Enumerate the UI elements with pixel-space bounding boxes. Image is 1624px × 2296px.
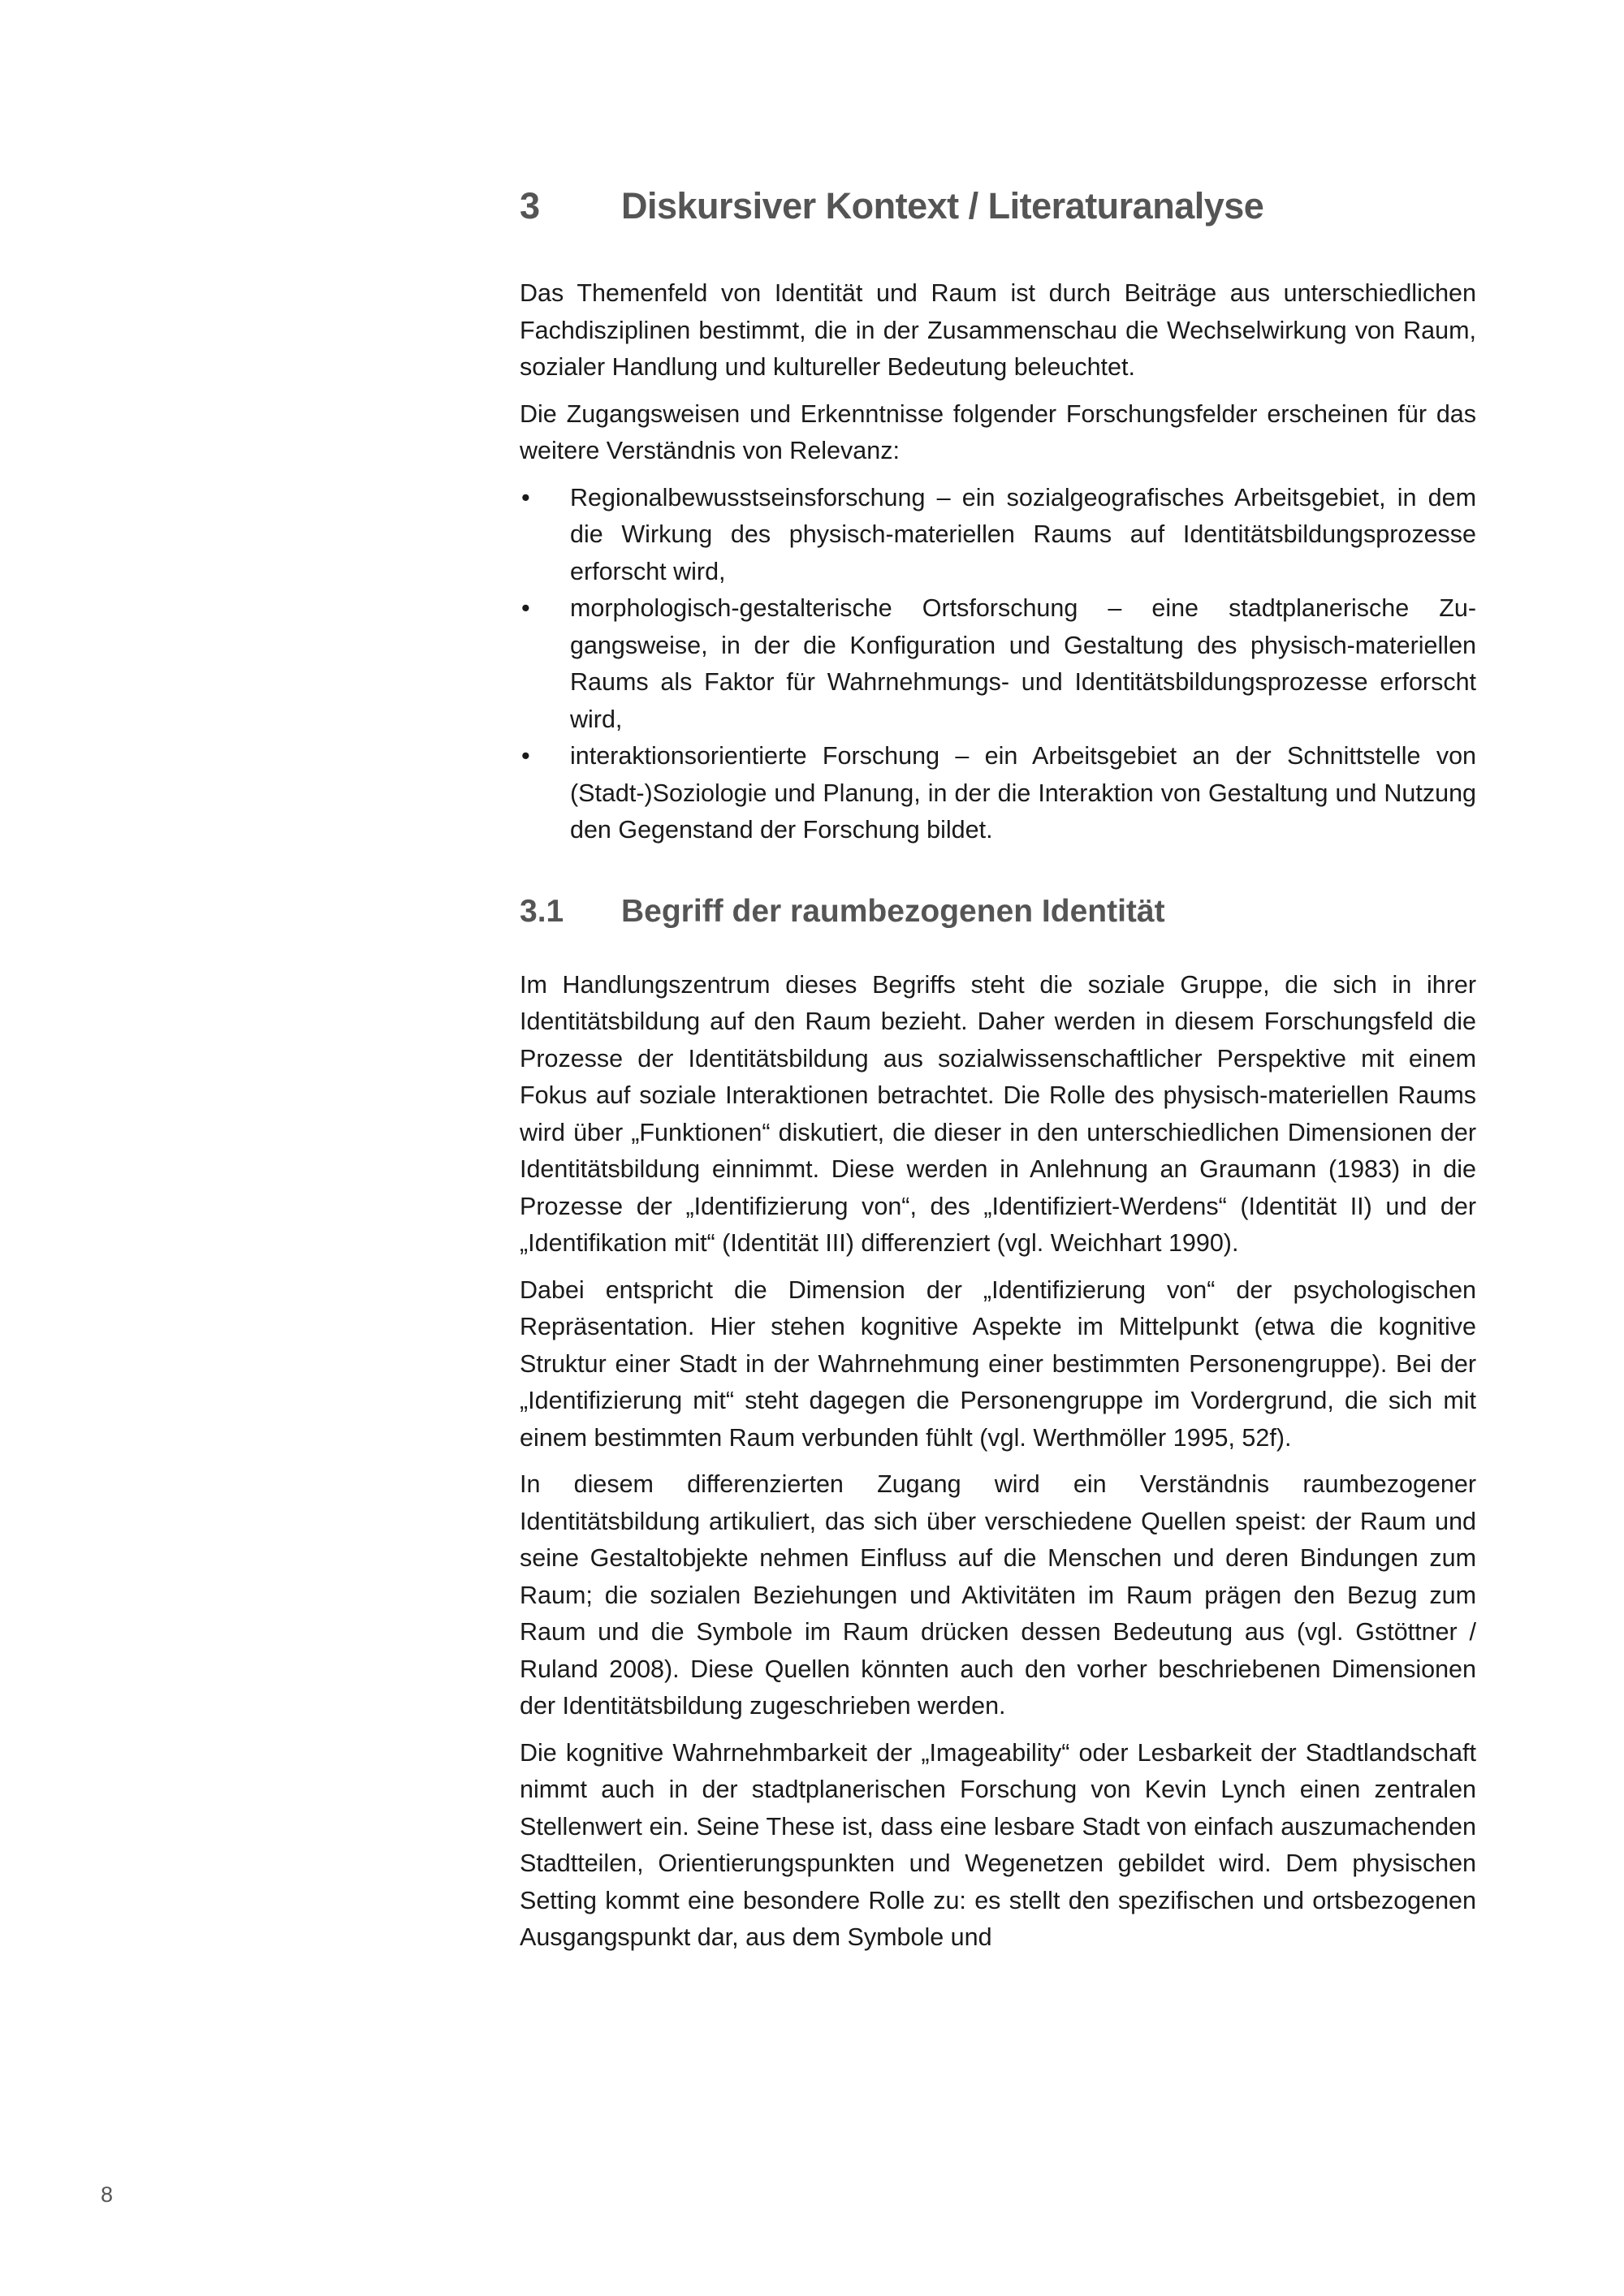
- chapter-number: 3: [520, 185, 540, 227]
- list-item-text: interaktionsorientierte Forschung – ein Arbeitsgebiet an der Schnittstelle von (Stadt-)Soziologie und Planung, in der die Interaktion von Gestaltung und Nutzung den Gegenstand der Forschung bildet.: [570, 742, 1476, 844]
- section-paragraph-2: Dabei entspricht die Dimension der „Identifizierung von“ der psychologischen Repräsentation. Hier stehen kognitive Aspekte im Mittelpunkt (etwa die kognitive Struktur einer Stadt in der Wahrnehmung einer bestimmten Personengruppe). Bei der „Identifizierung mit“ steht dagegen die Personengruppe im Vordergrund, die sich mit einem bestimmten Raum verbunden fühlt (vgl. Werthmöller 1995, 52f).: [520, 1275, 1476, 1452]
- bullet-glyph: •: [521, 742, 530, 770]
- text-column: [520, 180, 1476, 1957]
- list-item: [520, 590, 1476, 738]
- intro-paragraph-2: Die Zugangsweisen und Erkenntnisse folgender Forschungsfelder erscheinen für das weitere Verständnis von Relevanz:: [520, 399, 1476, 464]
- section-number: 3.1: [520, 893, 564, 929]
- bullet-glyph: •: [521, 483, 530, 511]
- list-item: [520, 738, 1476, 849]
- section-paragraph-1: Im Handlungszentrum dieses Begriffs steht die soziale Gruppe, die sich in ihrer Identitätsbildung auf den Raum bezieht. Daher werden in diesem Forschungsfeld die Prozesse der Identitätsbildung aus sozialwissenschaftlicher Perspektive mit einem Fokus auf soziale Interaktionen betrachtet. Die Rolle des physisch-materiellen Raums wird über „Funktionen“ diskutiert, die dieser in den unterschiedlichen Dimensionen der Identitätsbildung einnimmt. Diese werden in Anlehnung an Graumann (1983) in die Prozesse der „Identifizierung von“, des „Identifiziert-Werdens“ (Identität II) und der „Identifikation mit“ (Identität III) differenziert (vgl. Weichhart 1990).: [520, 970, 1476, 1257]
- bullet-glyph: •: [521, 594, 530, 622]
- chapter-title: Diskursiver Kontext / Literaturanalyse: [621, 185, 1264, 227]
- chapter-heading: [520, 180, 1476, 232]
- section-paragraph-4: Die kognitive Wahrnehmbarkeit der „Imageability“ oder Lesbarkeit der Stadtlandschaft nimmt auch in der stadtplanerischen Forschung von Kevin Lynch einen zentralen Stellenwert ein. Seine These ist, dass eine lesbare Stadt von einfach auszumachenden Stadtteilen, Orientierungspunkten und Wegenetzen gebildet wird. Dem physischen Setting kommt eine besondere Rolle zu: es stellt den spezifischen und ortsbezogenen Ausgangspunkt dar, aus dem Symbole und: [520, 1738, 1476, 1951]
- section-title: Begriff der raumbezogenen Identität: [621, 893, 1165, 929]
- list-item-text: morphologisch-gestalterische Ortsforschung – eine stadtplanerische Zugangsweise, in der die Konfiguration und Gestaltung des physisch-materiellen Raums als Faktor für Wahrnehmungs- und Identitätsbildungsprozesse erforscht wird,: [570, 594, 1476, 733]
- section-heading: [520, 887, 1476, 936]
- page-number: 8: [101, 2182, 114, 2207]
- section-paragraph-3: In diesem differenzierten Zugang wird ein Verständnis raumbezogener Identitätsbildung artikuliert, das sich über verschiedene Quellen speist: der Raum und seine Gestaltobjekte nehmen Einfluss auf die Menschen und deren Bindungen zum Raum; die sozialen Beziehungen und Aktivitäten im Raum prägen den Bezug zum Raum und die Symbole im Raum drücken dessen Bedeutung aus (vgl. Gstöttner / Ruland 2008). Diese Quellen könnten auch den vorher beschriebenen Dimensionen der Identitätsbildung zugeschrieben werden.: [520, 1470, 1476, 1720]
- research-fields-list: [520, 480, 1476, 849]
- intro-paragraph-1: Das Themenfeld von Identität und Raum ist durch Beiträge aus unterschiedlichen Fachdisziplinen bestimmt, die in der Zusammenschau die Wechselwirkung von Raum, sozialer Handlung und kultureller Bedeutung beleuchtet.: [520, 279, 1476, 381]
- list-item-text: Regionalbewusstseinsforschung – ein sozialgeografisches Arbeitsgebiet, in dem die Wirkung des physisch-materiellen Raums auf Identitätsbildungsprozesse erforscht wird,: [570, 483, 1476, 585]
- list-item: [520, 480, 1476, 591]
